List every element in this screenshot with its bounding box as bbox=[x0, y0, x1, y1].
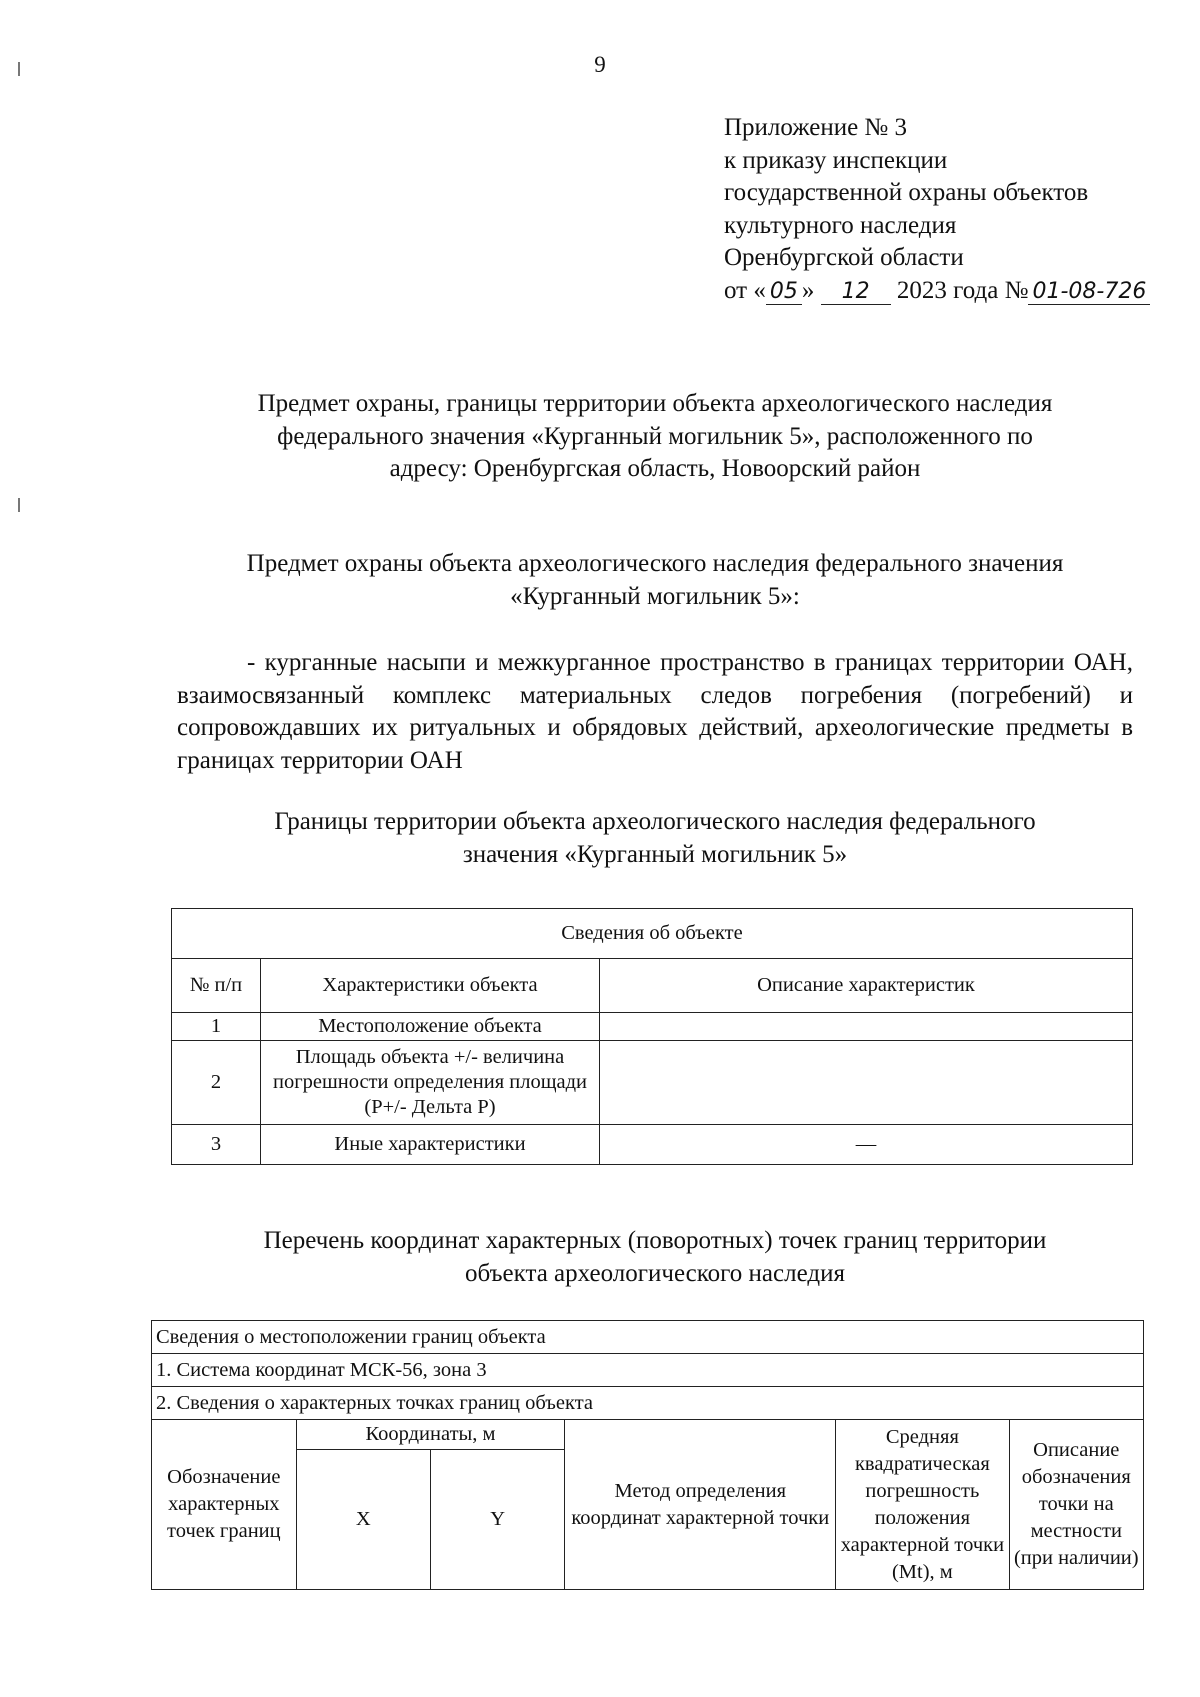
table-row bbox=[172, 1041, 1133, 1125]
protection-subject-heading bbox=[170, 548, 1140, 613]
heading-line: «Курганный могильник 5»: bbox=[510, 582, 800, 610]
date-mid: » bbox=[801, 276, 815, 304]
header-point-description: Описание обозначения точки на местности (при наличии) bbox=[1009, 1420, 1143, 1590]
handwritten-day: 05 bbox=[766, 280, 802, 305]
header-x: X bbox=[296, 1450, 430, 1590]
coordinates-table bbox=[151, 1320, 1144, 1590]
handwritten-month: 12 bbox=[821, 280, 891, 305]
header-y: Y bbox=[431, 1450, 565, 1590]
cell-num: 3 bbox=[172, 1125, 261, 1165]
header-point-designation: Обозначение характерных точек границ bbox=[152, 1420, 297, 1590]
heading-line: Предмет охраны объекта археологического наследия федерального значения bbox=[246, 550, 1064, 577]
row-location-info: Сведения о местоположении границ объекта bbox=[152, 1321, 1144, 1354]
cell-name: Местоположение объекта bbox=[261, 1013, 600, 1041]
title-line: федерального значения «Курганный могильник 5», расположенного по bbox=[277, 422, 1033, 450]
object-info-table bbox=[171, 908, 1133, 1165]
appendix-line: к приказу инспекции bbox=[724, 146, 948, 174]
boundaries-heading bbox=[170, 806, 1140, 871]
date-year: 2023 года № bbox=[896, 276, 1029, 304]
row-points-info: 2. Сведения о характерных точках границ объекта bbox=[152, 1387, 1144, 1420]
header-num: № п/п bbox=[172, 959, 261, 1013]
appendix-line: государственной охраны объектов bbox=[724, 179, 1089, 206]
table-row bbox=[172, 1125, 1133, 1165]
cell-desc: — bbox=[600, 1125, 1133, 1165]
scan-mark bbox=[18, 498, 20, 512]
appendix-line: Оренбургской области bbox=[724, 244, 964, 271]
title-line: адресу: Оренбургская область, Новоорский район bbox=[389, 455, 921, 482]
header-coordinates: Координаты, м bbox=[296, 1420, 565, 1450]
cell-num: 2 bbox=[172, 1041, 261, 1125]
date-prefix: от « bbox=[724, 276, 766, 304]
header-method: Метод определения координат характерной точки bbox=[565, 1420, 836, 1590]
appendix-date-line bbox=[724, 275, 1150, 308]
header-error: Средняя квадратическая погрешность положения характерной точки (Mt), м bbox=[836, 1420, 1009, 1590]
cell-desc bbox=[600, 1013, 1133, 1041]
table-row bbox=[172, 1013, 1133, 1041]
cell-name: Иные характеристики bbox=[261, 1125, 600, 1165]
protection-subject-text: - курганные насыпи и межкурганное пространство в границах территории ОАН, взаимосвязанный комплекс материальных следов погребения (погребений) и сопровождавших их ритуальных и обрядовых действий, археологические предметы в границах территории ОАН bbox=[177, 649, 1133, 774]
header-characteristics: Характеристики объекта bbox=[261, 959, 600, 1013]
cell-num: 1 bbox=[172, 1013, 261, 1041]
document-title bbox=[170, 388, 1140, 486]
heading-line: объекта археологического наследия bbox=[465, 1259, 845, 1287]
header-description: Описание характеристик bbox=[600, 959, 1133, 1013]
cell-name: Площадь объекта +/- величина погрешности определения площади (Р+/- Дельта Р) bbox=[261, 1041, 600, 1125]
title-line: Предмет охраны, границы территории объекта археологического наследия bbox=[257, 390, 1053, 417]
heading-line: Границы территории объекта археологического наследия федерального bbox=[274, 808, 1036, 835]
row-coordinate-system: 1. Система координат МСК-56, зона 3 bbox=[152, 1354, 1144, 1387]
heading-line: значения «Курганный могильник 5» bbox=[462, 840, 848, 868]
heading-line: Перечень координат характерных (поворотных) точек границ территории bbox=[263, 1227, 1047, 1254]
appendix-line: Приложение № 3 bbox=[724, 114, 908, 141]
appendix-block bbox=[724, 112, 1150, 307]
appendix-line: культурного наследия bbox=[724, 211, 957, 239]
coordinates-heading bbox=[170, 1225, 1140, 1290]
table-caption: Сведения об объекте bbox=[172, 909, 1133, 959]
cell-desc bbox=[600, 1041, 1133, 1125]
handwritten-order-number: 01-08-726 bbox=[1028, 280, 1150, 305]
page-number: 9 bbox=[594, 52, 606, 77]
